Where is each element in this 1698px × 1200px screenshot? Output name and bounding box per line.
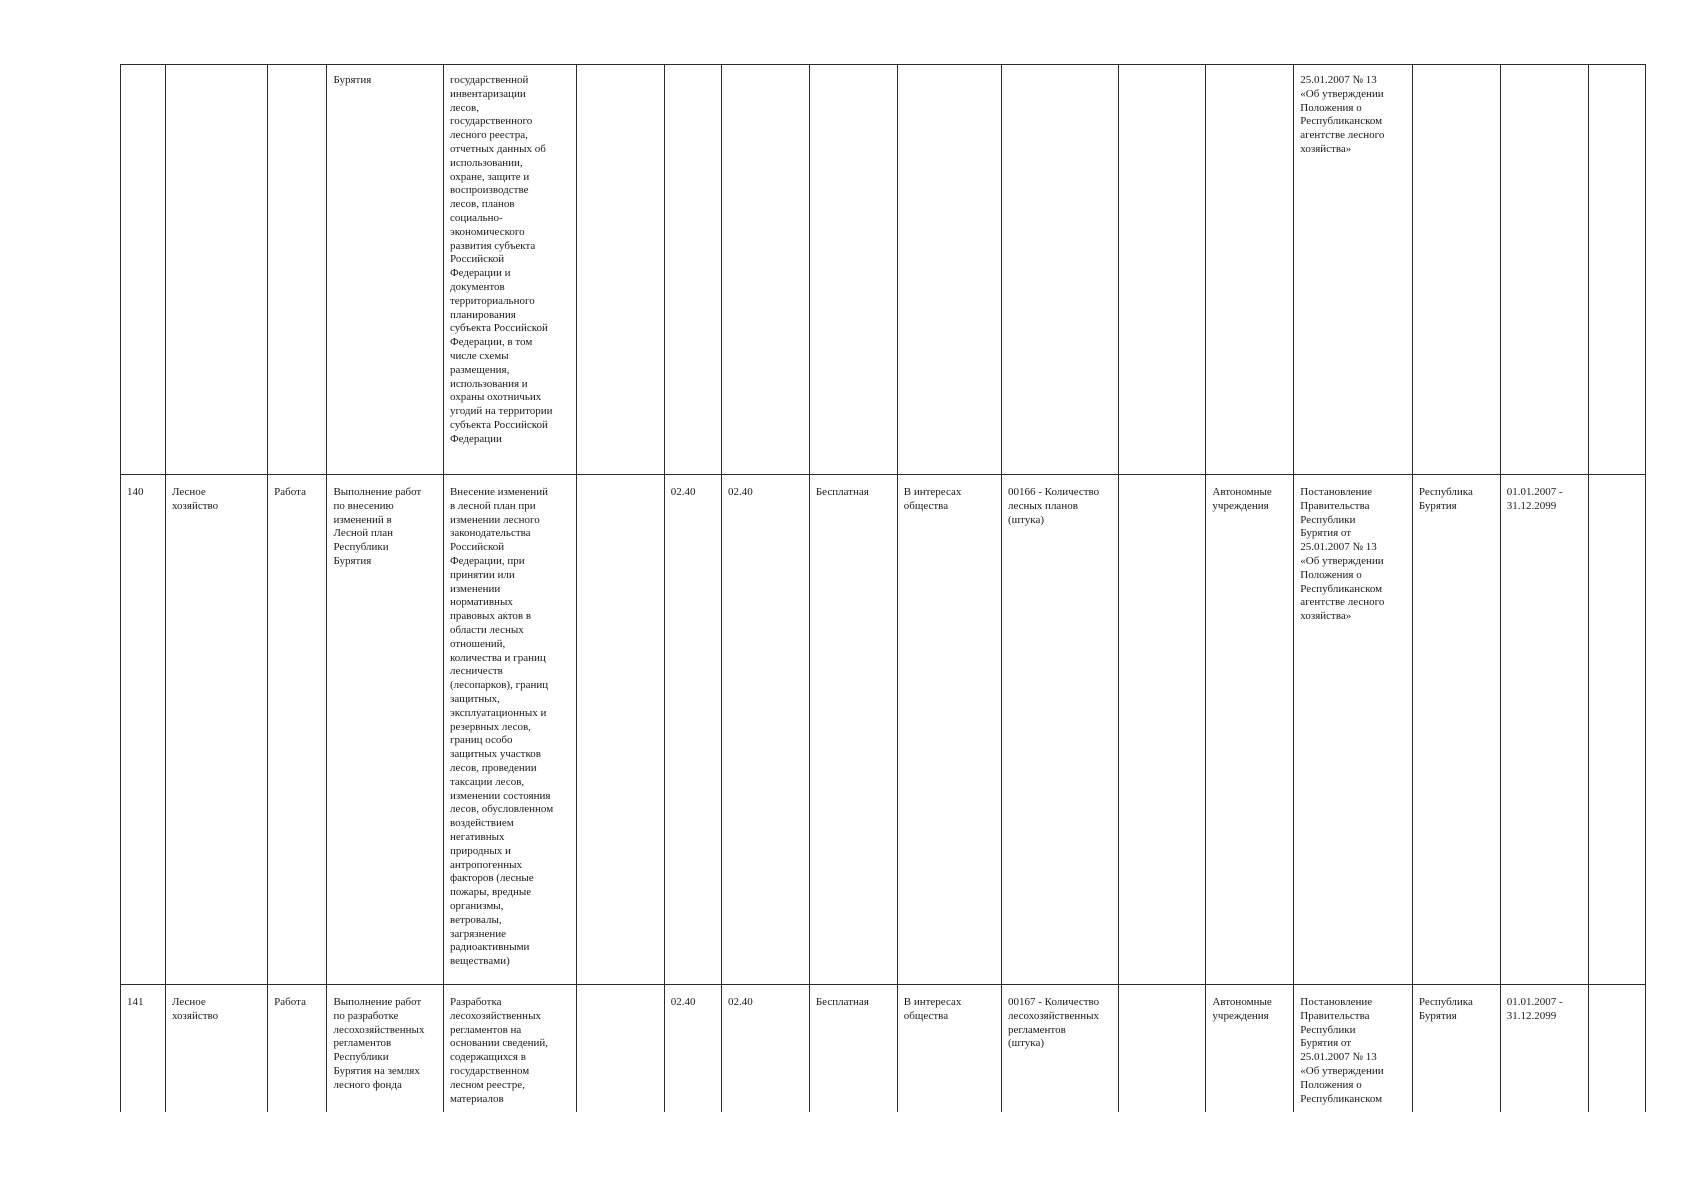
cell-institution: Автономные учреждения	[1206, 985, 1294, 1113]
cell-code-1: 02.40	[664, 985, 721, 1113]
cell-region	[1412, 65, 1500, 475]
cell-number	[121, 65, 166, 475]
cell-payment: Бесплатная	[809, 985, 897, 1113]
cell-legal-act: 25.01.2007 № 13 «Об утверждении Положения о Республиканском агентстве лесного хозяйства»	[1294, 65, 1413, 475]
cell-kind	[268, 65, 327, 475]
cell-region: Республика Бурятия	[1412, 475, 1500, 985]
cell-interest: В интересах общества	[897, 985, 1001, 1113]
registry-sheet	[120, 64, 1646, 1112]
cell-code-2: 02.40	[721, 985, 809, 1113]
cell-payment: Бесплатная	[809, 475, 897, 985]
cell-region: Республика Бурятия	[1412, 985, 1500, 1113]
cell-institution	[1206, 65, 1294, 475]
table-row-140	[121, 475, 1646, 985]
cell-legal-act: Постановление Правительства Республики Бурятия от 25.01.2007 № 13 «Об утверждении Положения о Республиканском	[1294, 985, 1413, 1113]
cell-payment	[809, 65, 897, 475]
cell-indicator: 00167 - Количество лесохозяйственных регламентов (штука)	[1002, 985, 1119, 1113]
cell-number: 140	[121, 475, 166, 985]
table-row-continued	[121, 65, 1646, 475]
cell-empty-12	[1118, 985, 1206, 1113]
cell-interest: В интересах общества	[897, 475, 1001, 985]
cell-interest	[897, 65, 1001, 475]
services-registry-table	[120, 64, 1646, 1112]
cell-kind: Работа	[268, 985, 327, 1113]
cell-number: 141	[121, 985, 166, 1113]
cell-indicator	[1002, 65, 1119, 475]
cell-empty-17	[1588, 985, 1645, 1113]
table-row-141	[121, 985, 1646, 1113]
cell-code-1	[664, 65, 721, 475]
cell-empty-17	[1588, 475, 1645, 985]
cell-period: 01.01.2007 - 31.12.2099	[1500, 475, 1588, 985]
cell-work-name: Выполнение работ по внесению изменений в Лесной план Республики Бурятия	[327, 475, 444, 985]
cell-sector: Лесное хозяйство	[165, 475, 267, 985]
cell-sector	[165, 65, 267, 475]
cell-work-content: Внесение изменений в лесной план при изменении лесного законодательства Российской Федерации, при принятии или изменении нормативных правовых актов в области лесных отношений, количества и границ лесничеств (лесопарков), границ защитных, эксплуатационных и резервных лесов, границ особо защитных участков лесов, проведении таксации лесов, изменении состояния лесов, обусловленном воздействием негативных природных и антропогенных факторов (лесные пожары, вредные организмы, ветровалы, загрязнение радиоактивными веществами)	[443, 475, 576, 985]
cell-work-content: Разработка лесохозяйственных регламентов на основании сведений, содержащихся в государственном лесном реестре, материалов	[443, 985, 576, 1113]
cell-empty-6	[576, 65, 664, 475]
cell-indicator: 00166 - Количество лесных планов (штука)	[1002, 475, 1119, 985]
cell-code-2	[721, 65, 809, 475]
cell-code-2: 02.40	[721, 475, 809, 985]
cell-empty-17	[1588, 65, 1645, 475]
cell-empty-12	[1118, 475, 1206, 985]
cell-empty-12	[1118, 65, 1206, 475]
cell-institution: Автономные учреждения	[1206, 475, 1294, 985]
cell-kind: Работа	[268, 475, 327, 985]
cell-work-name: Выполнение работ по разработке лесохозяйственных регламентов Республики Бурятия на землях лесного фонда	[327, 985, 444, 1113]
cell-code-1: 02.40	[664, 475, 721, 985]
cell-work-content: государственной инвентаризации лесов, государственного лесного реестра, отчетных данных об использовании, охране, защите и воспроизводстве лесов, планов социально- экономического развития субъекта Российской Федерации и документов территориального планирования субъекта Российской Федерации, в том числе схемы размещения, использования и охраны охотничьих угодий на территории субъекта Российской Федерации	[443, 65, 576, 475]
cell-period: 01.01.2007 - 31.12.2099	[1500, 985, 1588, 1113]
cell-work-name: Бурятия	[327, 65, 444, 475]
cell-empty-6	[576, 475, 664, 985]
cell-sector: Лесное хозяйство	[165, 985, 267, 1113]
cell-empty-6	[576, 985, 664, 1113]
cell-period	[1500, 65, 1588, 475]
cell-legal-act: Постановление Правительства Республики Бурятия от 25.01.2007 № 13 «Об утверждении Положения о Республиканском агентстве лесного хозяйства»	[1294, 475, 1413, 985]
